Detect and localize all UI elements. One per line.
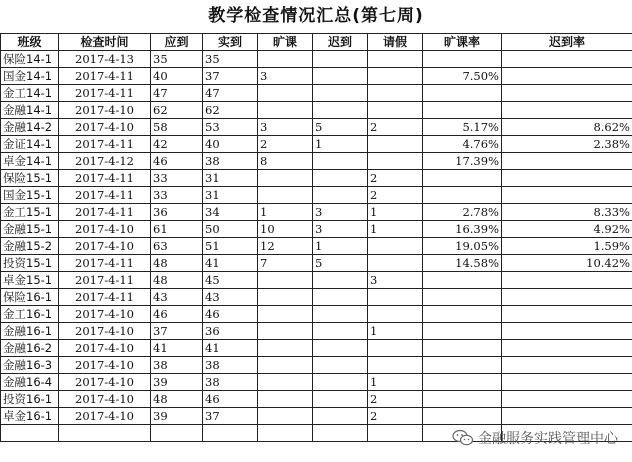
- cell-class: 金工14-1: [1, 85, 59, 102]
- cell-class: 金证14-1: [1, 136, 59, 153]
- cell-absent-rate: [423, 323, 502, 340]
- cell-check-time: 2017-4-10: [59, 408, 151, 425]
- cell-absent: [258, 408, 313, 425]
- cell-leave: 3: [368, 272, 423, 289]
- cell-late-rate: 10.42%: [502, 255, 632, 272]
- cell-late-rate: 8.33%: [502, 204, 632, 221]
- table-row: [1, 85, 632, 102]
- cell-absent-rate: [423, 289, 502, 306]
- cell-leave: 2: [368, 391, 423, 408]
- footer-text: 金融服务实践管理中心: [478, 431, 618, 447]
- table-row: [1, 340, 632, 357]
- cell-check-time: 2017-4-10: [59, 238, 151, 255]
- cell-absent: 8: [258, 153, 313, 170]
- cell-expected: 39: [151, 408, 203, 425]
- cell-late: [313, 408, 368, 425]
- cell-late: [313, 153, 368, 170]
- cell-check-time: 2017-4-13: [59, 51, 151, 68]
- cell-absent-rate: [423, 357, 502, 374]
- cell-late: [313, 272, 368, 289]
- table-row: [1, 119, 632, 136]
- cell-class: 投资15-1: [1, 255, 59, 272]
- cell-late: 5: [313, 255, 368, 272]
- cell-absent: [258, 272, 313, 289]
- table-row: [1, 68, 632, 85]
- cell-expected: 46: [151, 306, 203, 323]
- wechat-icon: [452, 429, 474, 447]
- cell-actual: 40: [203, 136, 258, 153]
- cell-expected: 43: [151, 289, 203, 306]
- cell-class: 保险14-1: [1, 51, 59, 68]
- cell-late: [313, 340, 368, 357]
- cell-actual: 46: [203, 306, 258, 323]
- cell-expected: 40: [151, 68, 203, 85]
- cell-check-time: 2017-4-10: [59, 119, 151, 136]
- cell-expected: [151, 425, 203, 442]
- cell-check-time: 2017-4-11: [59, 255, 151, 272]
- cell-late-rate: [502, 170, 632, 187]
- cell-leave: 1: [368, 204, 423, 221]
- cell-class: 金工16-1: [1, 306, 59, 323]
- cell-late: [313, 357, 368, 374]
- cell-absent: [258, 391, 313, 408]
- cell-absent: 3: [258, 119, 313, 136]
- cell-late: [313, 306, 368, 323]
- cell-late-rate: 4.92%: [502, 221, 632, 238]
- table-row: [1, 238, 632, 255]
- cell-expected: 37: [151, 323, 203, 340]
- cell-check-time: 2017-4-11: [59, 170, 151, 187]
- cell-class: 金工15-1: [1, 204, 59, 221]
- cell-absent-rate: [423, 187, 502, 204]
- cell-leave: [368, 425, 423, 442]
- cell-class: 卓金15-1: [1, 272, 59, 289]
- cell-check-time: 2017-4-10: [59, 102, 151, 119]
- cell-leave: [368, 85, 423, 102]
- cell-leave: [368, 68, 423, 85]
- cell-class: 金融16-2: [1, 340, 59, 357]
- cell-late-rate: [502, 102, 632, 119]
- header-absent-rate: 旷课率: [423, 34, 502, 51]
- cell-actual: 43: [203, 289, 258, 306]
- cell-leave: 1: [368, 221, 423, 238]
- cell-expected: 41: [151, 340, 203, 357]
- summary-table: [0, 33, 632, 442]
- cell-check-time: 2017-4-10: [59, 306, 151, 323]
- cell-class: 金融14-2: [1, 119, 59, 136]
- cell-absent: [258, 51, 313, 68]
- cell-class: 金融16-4: [1, 374, 59, 391]
- cell-absent: [258, 357, 313, 374]
- cell-leave: 1: [368, 323, 423, 340]
- header-class: 班级: [1, 34, 59, 51]
- table-row: [1, 272, 632, 289]
- header-late: 迟到: [313, 34, 368, 51]
- header-actual: 实到: [203, 34, 258, 51]
- cell-late-rate: [502, 306, 632, 323]
- cell-absent-rate: [423, 85, 502, 102]
- cell-late: 1: [313, 136, 368, 153]
- cell-actual: 46: [203, 391, 258, 408]
- cell-leave: [368, 136, 423, 153]
- cell-late: [313, 170, 368, 187]
- cell-late: 3: [313, 221, 368, 238]
- cell-expected: 38: [151, 357, 203, 374]
- cell-check-time: 2017-4-11: [59, 136, 151, 153]
- cell-late-rate: [502, 391, 632, 408]
- cell-leave: [368, 238, 423, 255]
- cell-late-rate: 8.62%: [502, 119, 632, 136]
- cell-expected: 62: [151, 102, 203, 119]
- cell-absent: 12: [258, 238, 313, 255]
- cell-absent: 10: [258, 221, 313, 238]
- cell-expected: 48: [151, 391, 203, 408]
- cell-class: [1, 425, 59, 442]
- cell-late: [313, 51, 368, 68]
- cell-check-time: 2017-4-11: [59, 289, 151, 306]
- cell-actual: 36: [203, 323, 258, 340]
- table-row: [1, 102, 632, 119]
- cell-late: [313, 68, 368, 85]
- cell-leave: 2: [368, 170, 423, 187]
- table-row: [1, 255, 632, 272]
- table-row: [1, 153, 632, 170]
- cell-leave: [368, 255, 423, 272]
- cell-class: 卓金16-1: [1, 408, 59, 425]
- cell-late-rate: [502, 153, 632, 170]
- cell-class: 投资16-1: [1, 391, 59, 408]
- cell-actual: 53: [203, 119, 258, 136]
- cell-check-time: [59, 425, 151, 442]
- cell-absent-rate: 7.50%: [423, 68, 502, 85]
- cell-expected: 48: [151, 272, 203, 289]
- cell-expected: 33: [151, 187, 203, 204]
- cell-class: 保险16-1: [1, 289, 59, 306]
- cell-late-rate: [502, 187, 632, 204]
- cell-leave: [368, 102, 423, 119]
- cell-check-time: 2017-4-11: [59, 204, 151, 221]
- cell-leave: [368, 306, 423, 323]
- cell-leave: [368, 289, 423, 306]
- cell-late-rate: [502, 357, 632, 374]
- cell-absent-rate: 16.39%: [423, 221, 502, 238]
- cell-leave: 1: [368, 374, 423, 391]
- table-row: [1, 187, 632, 204]
- cell-late: [313, 102, 368, 119]
- cell-actual: 62: [203, 102, 258, 119]
- cell-leave: 2: [368, 187, 423, 204]
- cell-class: 金融14-1: [1, 102, 59, 119]
- cell-absent: [258, 187, 313, 204]
- cell-check-time: 2017-4-11: [59, 187, 151, 204]
- cell-absent-rate: [423, 340, 502, 357]
- cell-actual: 31: [203, 170, 258, 187]
- cell-expected: 35: [151, 51, 203, 68]
- cell-absent: [258, 425, 313, 442]
- cell-check-time: 2017-4-11: [59, 85, 151, 102]
- cell-absent-rate: [423, 374, 502, 391]
- cell-class: 卓金14-1: [1, 153, 59, 170]
- header-absent: 旷课: [258, 34, 313, 51]
- cell-late-rate: [502, 323, 632, 340]
- cell-class: 金融16-1: [1, 323, 59, 340]
- cell-actual: [203, 425, 258, 442]
- cell-late: 1: [313, 238, 368, 255]
- cell-absent-rate: [423, 170, 502, 187]
- cell-expected: 42: [151, 136, 203, 153]
- cell-late-rate: [502, 68, 632, 85]
- cell-class: 金融15-1: [1, 221, 59, 238]
- cell-check-time: 2017-4-10: [59, 357, 151, 374]
- cell-absent-rate: 17.39%: [423, 153, 502, 170]
- cell-actual: 31: [203, 187, 258, 204]
- cell-absent-rate: [423, 391, 502, 408]
- cell-actual: 38: [203, 374, 258, 391]
- cell-actual: 38: [203, 153, 258, 170]
- table-row: [1, 221, 632, 238]
- cell-late: [313, 391, 368, 408]
- header-late-rate: 迟到率: [502, 34, 632, 51]
- table-row: [1, 289, 632, 306]
- table-row: [1, 136, 632, 153]
- cell-leave: [368, 340, 423, 357]
- cell-check-time: 2017-4-12: [59, 153, 151, 170]
- cell-expected: 63: [151, 238, 203, 255]
- cell-expected: 47: [151, 85, 203, 102]
- cell-late: 3: [313, 204, 368, 221]
- table-row: [1, 391, 632, 408]
- footer-watermark: [452, 428, 618, 448]
- cell-absent-rate: 4.76%: [423, 136, 502, 153]
- cell-actual: 41: [203, 255, 258, 272]
- header-check-time: 检查时间: [59, 34, 151, 51]
- cell-class: 国金14-1: [1, 68, 59, 85]
- cell-absent: 7: [258, 255, 313, 272]
- cell-absent: [258, 340, 313, 357]
- header-row: [1, 34, 632, 51]
- cell-class: 保险15-1: [1, 170, 59, 187]
- cell-check-time: 2017-4-10: [59, 374, 151, 391]
- cell-actual: 47: [203, 85, 258, 102]
- cell-absent: 2: [258, 136, 313, 153]
- cell-expected: 46: [151, 153, 203, 170]
- cell-absent-rate: [423, 102, 502, 119]
- cell-check-time: 2017-4-10: [59, 340, 151, 357]
- cell-late-rate: [502, 340, 632, 357]
- cell-absent: 1: [258, 204, 313, 221]
- cell-expected: 36: [151, 204, 203, 221]
- cell-late-rate: [502, 272, 632, 289]
- cell-check-time: 2017-4-10: [59, 323, 151, 340]
- header-expected: 应到: [151, 34, 203, 51]
- cell-actual: 37: [203, 408, 258, 425]
- cell-absent-rate: [423, 408, 502, 425]
- cell-check-time: 2017-4-10: [59, 221, 151, 238]
- header-leave: 请假: [368, 34, 423, 51]
- cell-actual: 50: [203, 221, 258, 238]
- cell-absent: [258, 85, 313, 102]
- cell-absent: [258, 289, 313, 306]
- cell-leave: [368, 51, 423, 68]
- cell-leave: 2: [368, 119, 423, 136]
- cell-absent: [258, 102, 313, 119]
- table-row: [1, 170, 632, 187]
- cell-absent: [258, 374, 313, 391]
- cell-actual: 41: [203, 340, 258, 357]
- cell-expected: 61: [151, 221, 203, 238]
- cell-absent-rate: 5.17%: [423, 119, 502, 136]
- cell-absent-rate: [423, 51, 502, 68]
- cell-late: [313, 289, 368, 306]
- cell-absent: 3: [258, 68, 313, 85]
- cell-late-rate: [502, 85, 632, 102]
- cell-late-rate: [502, 51, 632, 68]
- table-row: [1, 357, 632, 374]
- cell-leave: [368, 357, 423, 374]
- cell-actual: 37: [203, 68, 258, 85]
- cell-late: 5: [313, 119, 368, 136]
- cell-expected: 39: [151, 374, 203, 391]
- cell-expected: 58: [151, 119, 203, 136]
- cell-actual: 35: [203, 51, 258, 68]
- cell-late: [313, 374, 368, 391]
- table-row: [1, 374, 632, 391]
- cell-actual: 45: [203, 272, 258, 289]
- cell-late-rate: [502, 374, 632, 391]
- cell-actual: 34: [203, 204, 258, 221]
- cell-absent: [258, 306, 313, 323]
- cell-class: 金融16-3: [1, 357, 59, 374]
- cell-absent: [258, 170, 313, 187]
- cell-late-rate: [502, 289, 632, 306]
- cell-late-rate: 1.59%: [502, 238, 632, 255]
- cell-check-time: 2017-4-11: [59, 272, 151, 289]
- cell-late: [313, 323, 368, 340]
- cell-absent-rate: [423, 306, 502, 323]
- cell-absent-rate: 19.05%: [423, 238, 502, 255]
- cell-absent-rate: [423, 272, 502, 289]
- cell-check-time: 2017-4-10: [59, 391, 151, 408]
- cell-absent-rate: 2.78%: [423, 204, 502, 221]
- cell-actual: 38: [203, 357, 258, 374]
- cell-late: [313, 85, 368, 102]
- cell-class: 金融15-2: [1, 238, 59, 255]
- table-row: [1, 306, 632, 323]
- table-row: [1, 204, 632, 221]
- cell-class: 国金15-1: [1, 187, 59, 204]
- cell-leave: [368, 153, 423, 170]
- table-row: [1, 408, 632, 425]
- cell-check-time: 2017-4-11: [59, 68, 151, 85]
- sheet-title: 教学检查情况汇总(第七周): [208, 6, 424, 26]
- cell-expected: 48: [151, 255, 203, 272]
- table-row: [1, 51, 632, 68]
- cell-leave: 2: [368, 408, 423, 425]
- table-row: [1, 323, 632, 340]
- cell-actual: 51: [203, 238, 258, 255]
- cell-late-rate: [502, 408, 632, 425]
- cell-late-rate: 2.38%: [502, 136, 632, 153]
- cell-late: [313, 187, 368, 204]
- cell-absent: [258, 323, 313, 340]
- cell-absent-rate: 14.58%: [423, 255, 502, 272]
- cell-expected: 33: [151, 170, 203, 187]
- cell-late: [313, 425, 368, 442]
